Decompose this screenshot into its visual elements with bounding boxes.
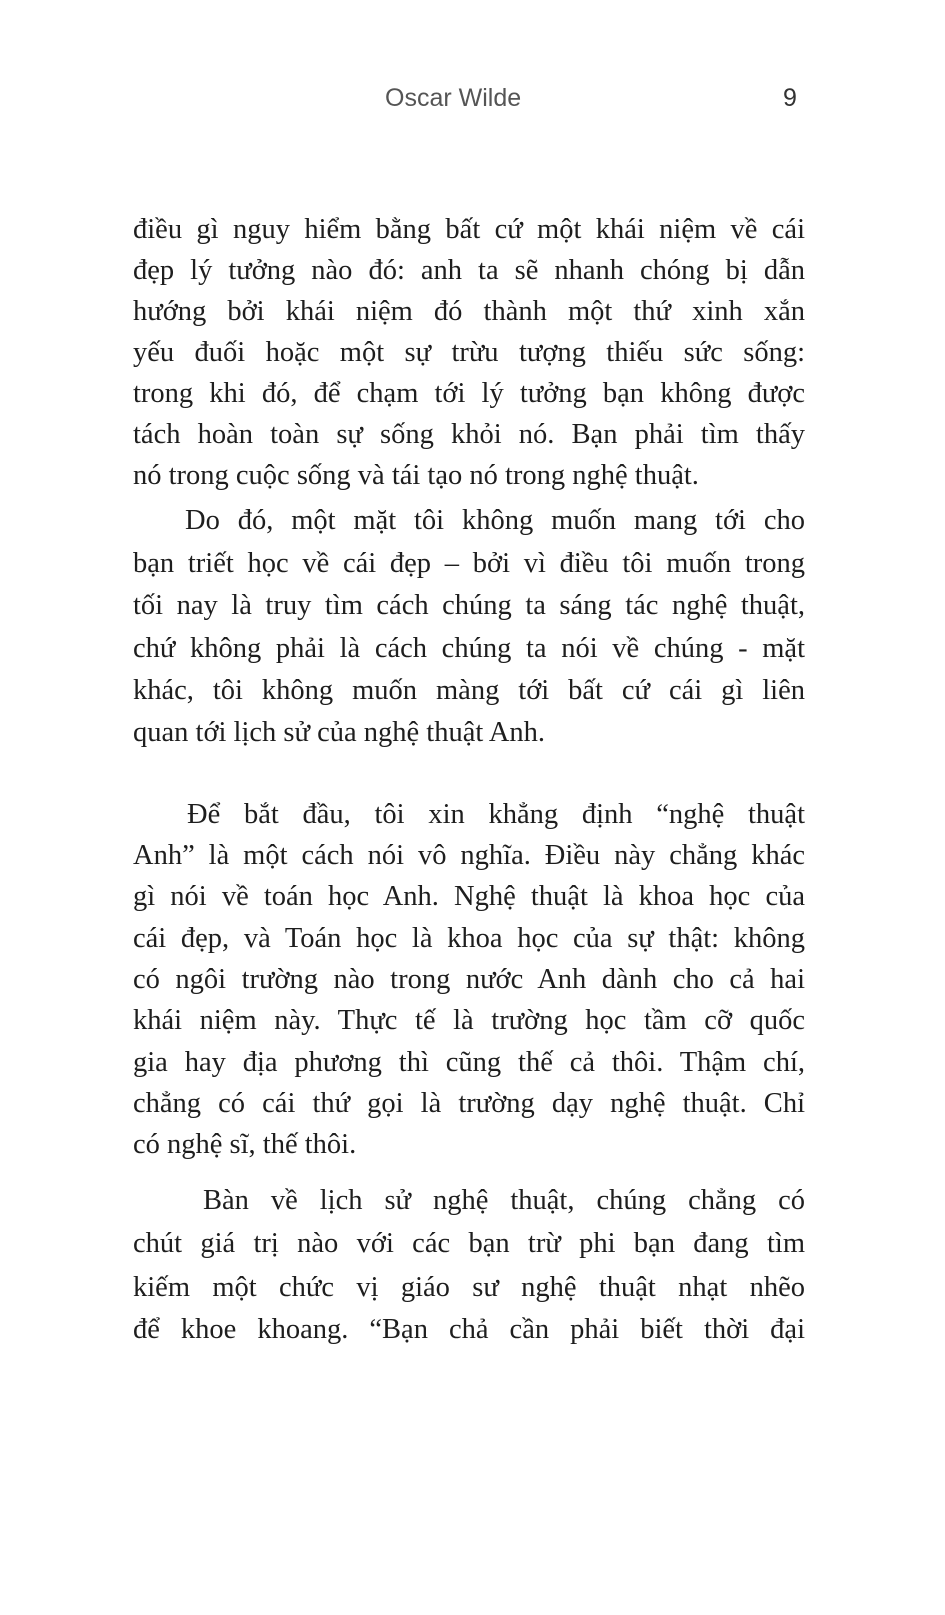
text-line: hướng bởi khái niệm đó thành một thứ xinh xắn <box>133 296 805 327</box>
text-line: cái đẹp, và Toán học là khoa học của sự thật: không <box>133 923 805 954</box>
text-line: chút giá trị nào với các bạn trừ phi bạn đang tìm <box>133 1228 805 1259</box>
text-line: tách hoàn toàn sự sống khỏi nó. Bạn phải tìm thấy <box>133 419 805 450</box>
text-line: đẹp lý tưởng nào đó: anh ta sẽ nhanh chóng bị dẫn <box>133 255 805 286</box>
text-line: yếu đuối hoặc một sự trừu tượng thiếu sức sống: <box>133 337 805 368</box>
text-line: bạn triết học về cái đẹp – bởi vì điều tôi muốn trong <box>133 548 805 579</box>
text-line: khác, tôi không muốn màng tới bất cứ cái gì liên <box>133 675 805 706</box>
text-line: có nghệ sĩ, thế thôi. <box>133 1129 357 1160</box>
text-line: quan tới lịch sử của nghệ thuật Anh. <box>133 717 546 748</box>
text-line: Anh” là một cách nói vô nghĩa. Điều này chẳng khác <box>133 840 805 871</box>
text-line: Để bắt đầu, tôi xin khẳng định “nghệ thuật <box>187 799 805 830</box>
text-line: gì nói về toán học Anh. Nghệ thuật là khoa học của <box>133 881 805 912</box>
text-line: trong khi đó, để chạm tới lý tưởng bạn không được <box>133 378 805 409</box>
text-line: Do đó, một mặt tôi không muốn mang tới cho <box>185 505 805 536</box>
text-line: kiếm một chức vị giáo sư nghệ thuật nhạt nhẽo <box>133 1272 805 1303</box>
text-line: để khoe khoang. “Bạn chả cần phải biết thời đại <box>133 1314 805 1345</box>
text-line: điều gì nguy hiểm bằng bất cứ một khái niệm về cái <box>133 214 805 245</box>
text-line: nó trong cuộc sống và tái tạo nó trong nghệ thuật. <box>133 460 699 491</box>
text-line: khái niệm này. Thực tế là trường học tầm cỡ quốc <box>133 1005 805 1036</box>
text-line: Bàn về lịch sử nghệ thuật, chúng chẳng có <box>203 1185 805 1216</box>
text-line: gia hay địa phương thì cũng thế cả thôi. Thậm chí, <box>133 1047 805 1078</box>
text-line: có ngôi trường nào trong nước Anh dành cho cả hai <box>133 964 805 995</box>
running-title: Oscar Wilde <box>385 84 522 112</box>
text-line: tối nay là truy tìm cách chúng ta sáng tác nghệ thuật, <box>133 590 805 621</box>
page-number: 9 <box>783 84 797 112</box>
text-line: chứ không phải là cách chúng ta nói về chúng - mặt <box>133 633 805 664</box>
text-line: chẳng có cái thứ gọi là trường dạy nghệ thuật. Chỉ <box>133 1088 805 1119</box>
